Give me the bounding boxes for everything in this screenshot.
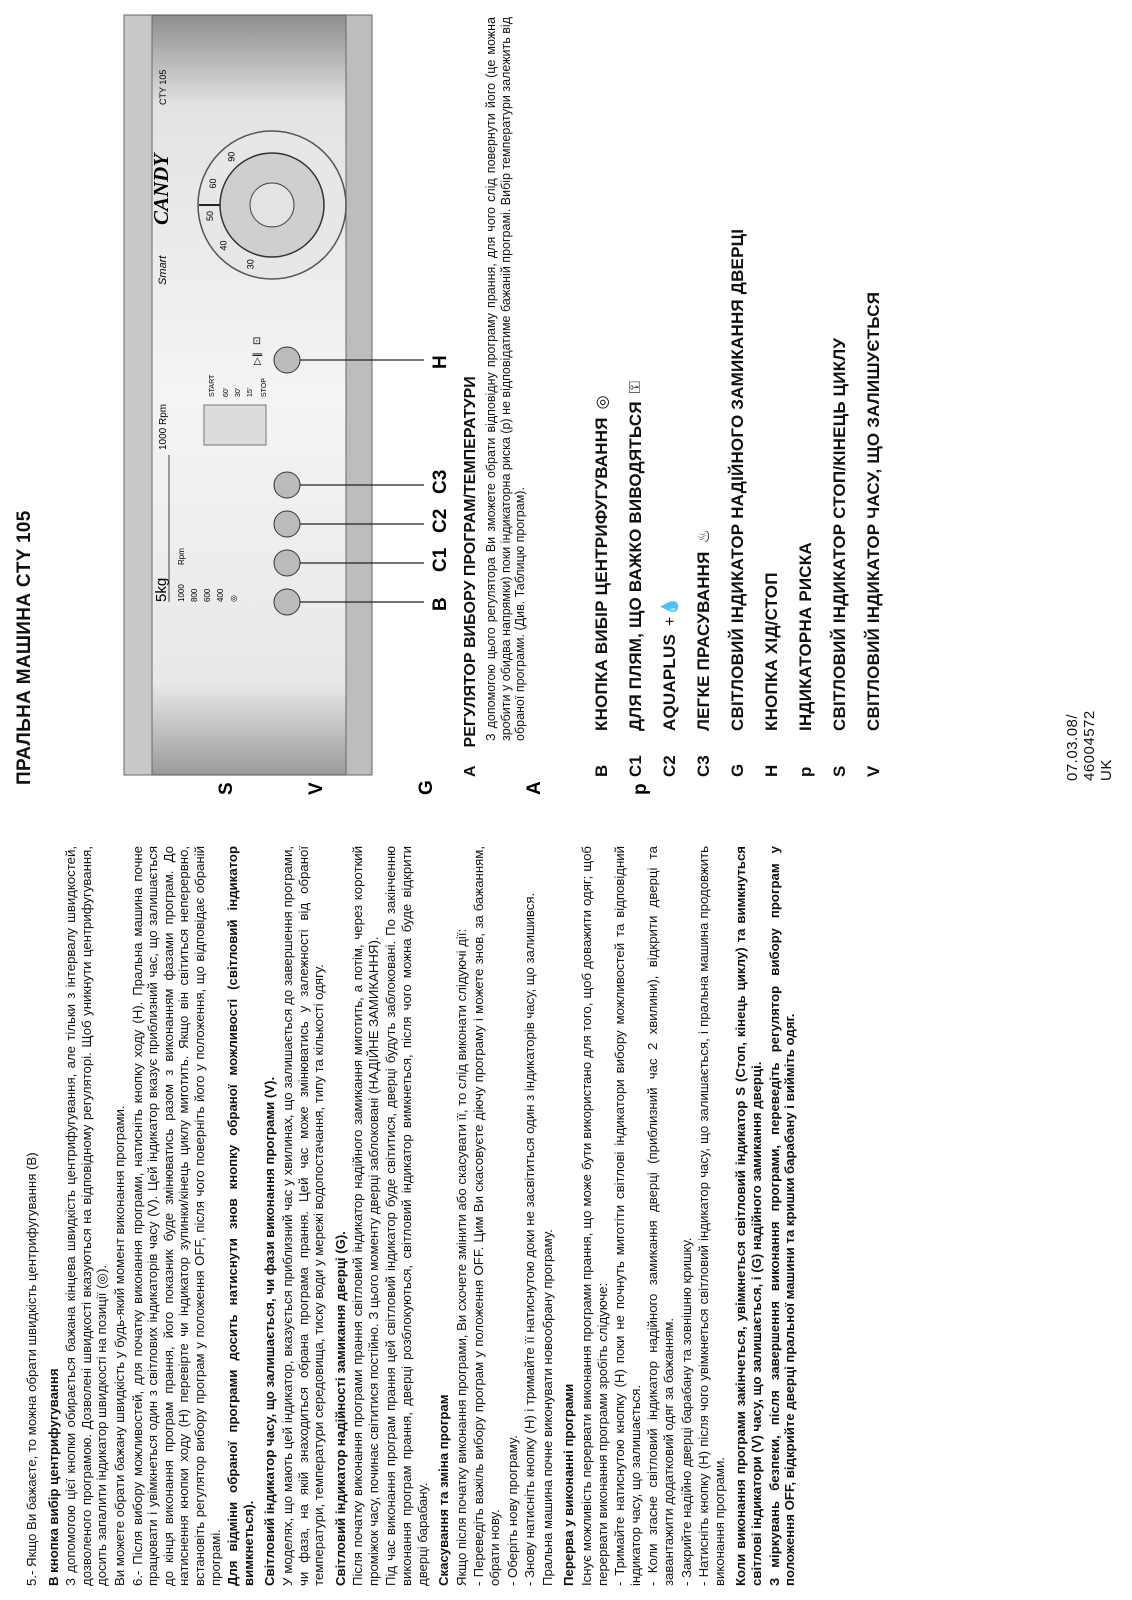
callout-h: H xyxy=(430,355,451,369)
legend-item xyxy=(619,7,653,777)
paragraph: Перерва у виконанні програми xyxy=(561,1383,577,1586)
dial-temperature: 90 xyxy=(226,151,237,162)
paragraph: Під час виконання програм прання цей світловий індикатор буде світитися, дверці будуть заблоковані. По закінченню виконання програм прання, дверці розблокуються, світловий індикатор вимкнеться, після чого можна буде відкрити дверці барабану. xyxy=(383,846,430,1586)
legend-letter: p xyxy=(796,766,815,777)
legend-item xyxy=(585,7,619,777)
legend-letter: S xyxy=(830,765,849,777)
legend-letter: C3 xyxy=(694,755,713,777)
paragraph: Світловий індикатор часу, що залишається, чи фази виконання програми (V). xyxy=(262,1076,278,1586)
paragraph: Пральна машина почне виконувати новообрану програму. xyxy=(539,1229,555,1586)
dial-temperature: 60 xyxy=(207,178,218,189)
paragraph: В кнопка вибір центрифугування xyxy=(45,1368,61,1586)
legend-text: СВІТЛОВИЙ ІНДИКАТОР НАДІЙНОГО ЗАМИКАННЯ ДВЕРЦІ xyxy=(728,228,747,731)
model-label: CTY 105 xyxy=(158,69,168,105)
legend-item xyxy=(687,7,721,777)
button-h xyxy=(274,347,300,373)
button-c3 xyxy=(274,472,300,498)
callout-c2: C2 xyxy=(430,508,451,533)
legend-title: РЕГУЛЯТОР ВИБОРУ ПРОГРАМ/ТЕМПЕРАТУРИ xyxy=(462,376,479,748)
brand-logo: CANDY xyxy=(149,153,173,225)
speed-option: 600 xyxy=(203,588,212,602)
legend-list xyxy=(585,7,891,777)
start-label: START xyxy=(209,374,216,397)
option-icon: +💧 xyxy=(662,596,679,626)
legend-item xyxy=(755,7,789,777)
rpm-label: 1000 Rpm xyxy=(158,403,169,450)
time-option: 30' xyxy=(235,387,242,397)
speed-option: 400 xyxy=(216,588,225,602)
legend-letter: C2 xyxy=(660,755,679,777)
dial-temperature: 30 xyxy=(245,259,256,270)
paragraph: Коли виконання програми закінчеться, увімкнеться світловий індикатор S (Стоп, кінець циклу) та вимкнуться світлові індикатори (V) часу, що залишається, і (G) надійного замикання дверці. xyxy=(733,846,764,1586)
paragraph: - Натисніть кнопку (H) після чого увімкнеться світловий індикатор часу, що залишається, і пральна машина продовжить виконання програми. xyxy=(696,846,727,1586)
legend-item xyxy=(789,7,823,777)
paragraph: - Знову натисніть кнопку (H) і тримайте її натиснутою доки не засвітиться один з індикаторів часу, що залишився. xyxy=(522,892,538,1586)
callout-c3: C3 xyxy=(430,469,451,494)
paragraph: З допомогою цієї кнопки обирається бажана кінцева швидкість центрифугування, але тільки з інтервалу швидкостей, дозволеного програмою. Дозволені швидкості вказуються на відповідному регуляторі. Щоб уникнути центрифугування, досить запалити індикатор швидкості на позиції (◎). xyxy=(63,846,110,1586)
rpm-unit: Rpm xyxy=(177,548,186,565)
callout-c1: C1 xyxy=(430,547,451,572)
machine-title: ПРАЛЬНА МАШИНА CTY 105 xyxy=(14,510,35,785)
time-option: 15' xyxy=(247,387,254,397)
callout-b: B xyxy=(430,597,451,611)
legend-letter: V xyxy=(864,765,883,777)
option-icon: ◎ xyxy=(594,395,611,410)
button-c1 xyxy=(274,550,300,576)
paragraph: 5.- Якщо Ви бажаєте, то можна обрати швидкість центрифугування (B) xyxy=(24,1152,39,1586)
paragraph: Існує можливість перервати виконання програми прання, що може бути використано для того, щоб доважити одяг; щоб перервати виконання програми зробіть слідуюче: xyxy=(579,846,610,1586)
legend-text: СВІТЛОВИЙ ІНДИКАТОР ЧАСУ, ЩО ЗАЛИШУЄТЬСЯ xyxy=(864,291,883,731)
option-icon: ⚿ xyxy=(627,381,644,394)
paragraph: Після початку виконання програми прання світловий індикатор надійного замикання миготить, а потім, через короткий проміжок часу, починає світитися постійно. З цього моменту дверці заблоковані (НАДІЙНЕ ЗАМИКАННЯ). xyxy=(350,846,381,1586)
callout-s: S xyxy=(216,782,237,795)
paragraph: - Переведіть важіль вибору програм у положення OFF. Цим Ви скасовуєте діючу програму і можете знов, за бажанням, обрати нову. xyxy=(471,846,503,1586)
stop-label: STOP xyxy=(261,378,268,397)
callout-p: p xyxy=(630,783,651,795)
speed-option: ◎ xyxy=(229,595,238,602)
paragraph: Світловий індикатор надійності замикання дверці (G). xyxy=(332,1231,348,1586)
callout-v: V xyxy=(306,782,327,795)
legend-letter: A xyxy=(462,765,479,777)
legend-letter: G xyxy=(728,763,747,777)
paragraph: Для відміни обраної програми досить натиснути знов кнопку обраної можливості (світловий індикатор вимкнеться). xyxy=(225,846,256,1586)
callout-g: G xyxy=(416,780,437,795)
capacity-label: 5kg xyxy=(153,577,170,602)
paragraph: Якщо після початку виконання програми, Ви схочете змінити або скасувати її, то слід виконати слідуючі дії: xyxy=(453,928,469,1586)
legend-text: СВІТЛОВИЙ ІНДИКАТОР СТОП/КІНЕЦЬ ЦИКЛУ xyxy=(830,337,849,731)
paragraph: - Тримайте натиснутою кнопку (H) поки не почнуть миготіти світлові індикатори вибору можливостей та відповідний індикатор часу, що залишається. xyxy=(612,846,643,1586)
paragraph: - Закрийте надійно дверці барабану та зовнішню кришку. xyxy=(678,1237,694,1586)
body-text xyxy=(24,846,800,1586)
speed-option: 1000 xyxy=(177,584,186,602)
paragraph: Ви можете обрати бажану швидкість у будь-який момент виконання програми. xyxy=(111,1105,127,1586)
start-stop-symbol: ▷‖ xyxy=(252,352,263,365)
legend-text: ЛЕГКЕ ПРАСУВАННЯ xyxy=(694,551,713,731)
panel-top-edge xyxy=(124,15,152,775)
document-code: 07.03.08/ 46004572 UK xyxy=(1064,710,1115,781)
button-b xyxy=(274,589,300,615)
series-label: Smart xyxy=(157,255,169,285)
door-lock-symbol: ⊡ xyxy=(252,336,263,345)
time-indicator-block xyxy=(204,405,266,445)
callouts-top xyxy=(216,780,651,795)
legend-letter: C1 xyxy=(626,755,645,777)
paragraph: У моделях, що мають цей індикатор, вказується приблизний час у хвилинах, що залишається до завершення програми, чи фаза, на якій знаходиться обрана програма прання. Цей час може змінюватись у залежності від обраної температури, температури середовища, тиску води у мережі водопостачання, типу та кількості одягу. xyxy=(279,846,327,1586)
legend-a-description: З допомогою цього регулятора Ви зможете обрати відповідну програму прання, для чого слід повернути його (це можна зробити у обидва напрямки) поки індикаторна риска (p) не відповідатиме бажаній програмі. Вибір температури залежить від обраної програми. (Див. Таблицю програм). xyxy=(484,17,527,741)
legend-a-block xyxy=(462,17,528,777)
legend-item xyxy=(653,7,687,777)
callout-a: A xyxy=(524,781,545,795)
speed-option: 800 xyxy=(190,588,199,602)
legend-item xyxy=(721,7,755,777)
legend-letter: H xyxy=(762,764,781,777)
paragraph: Скасування та зміна програм xyxy=(436,1394,452,1586)
legend-text: ІНДИКАТОРНА РИСКА xyxy=(796,542,815,731)
paragraph: - Коли згасне світловий індикатор надійного замикання дверці (приблизний час 2 хвилини), відкрити дверці та завантажити додатковий одяг за бажанням. xyxy=(645,846,676,1586)
legend-letter: B xyxy=(592,764,611,777)
dial-temperature: 40 xyxy=(218,240,229,251)
dial-hub xyxy=(250,183,294,227)
legend-text: ДЛЯ ПЛЯМ, ЩО ВАЖКО ВИВОДЯТЬСЯ xyxy=(626,401,645,731)
time-option: 60' xyxy=(223,387,230,397)
paragraph: - Оберіть нову програму. xyxy=(504,1435,520,1586)
legend-text: КНОПКА ВИБІР ЦЕНТРИФУГУВАННЯ xyxy=(592,417,611,731)
button-c2 xyxy=(274,511,300,537)
legend-item xyxy=(857,7,891,777)
dial-temperature: 50 xyxy=(204,210,215,221)
paragraph: З міркувань безпеки, після завершення виконання програми, переведіть регулятор вибору програм у положення OFF, відкрийте дверці пральної машини та кришки барабану і вийміть одяг. xyxy=(766,846,798,1586)
legend-item xyxy=(823,7,857,777)
legend-text: КНОПКА ХІД/СТОП xyxy=(762,572,781,731)
legend-text: AQUAPLUS xyxy=(660,634,679,731)
time-list xyxy=(223,388,254,397)
option-icon: ♨ xyxy=(696,529,713,544)
paragraph: 6.- Після вибору можливостей, для початку виконання програми, натисніть кнопку ходу (H). Пральна машина почне працювати і увімкнеться один з світлових індикаторів часу (V). Цей індикатор вказує приблизний час, що залишається до кінця виконання програм прання, його показник буде змінюватись разом з виконанням фазами програм. До натиснення кнопки ходу (H) перевірте чи індикатор зупинки/кінець циклу миготить. Якщо він світиться неперервно, встановіть регулятор вибору програм у положення OFF, після чого поверніть його у положення, що відповідає обраній програмі. xyxy=(129,846,223,1586)
panel-bottom-edge xyxy=(346,15,372,775)
